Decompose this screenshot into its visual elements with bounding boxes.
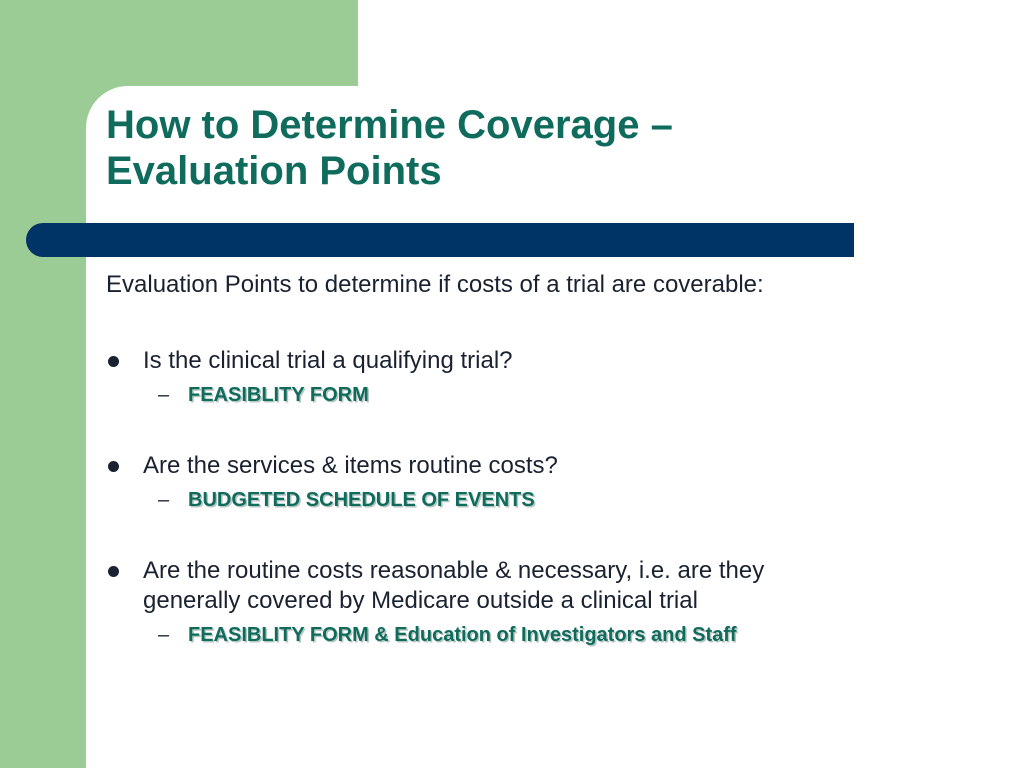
title-line-2: Evaluation Points — [106, 149, 442, 193]
dash-icon: – — [158, 384, 170, 406]
intro-text: Evaluation Points to determine if costs of a trial are coverable: — [106, 271, 764, 298]
sub-item-text: FEASIBLITY FORM & Education of Investigators and Staff — [188, 624, 737, 646]
bullet-text-line: Are the services & items routine costs? — [143, 452, 558, 479]
sub-item-text: BUDGETED SCHEDULE OF EVENTS — [188, 489, 535, 511]
dash-icon: – — [158, 624, 170, 646]
bullet-text-line: Is the clinical trial a qualifying trial? — [143, 347, 513, 374]
bullet-text-line: Are the routine costs reasonable & necessary, i.e. are they — [143, 557, 765, 584]
title-line-1: How to Determine Coverage – — [106, 103, 673, 147]
slide-title — [106, 102, 673, 194]
title-underline-bar — [26, 223, 854, 257]
bullet-dot-icon — [108, 566, 119, 577]
bullet-text — [143, 346, 1003, 376]
bullet-text — [143, 556, 1003, 616]
bullet-text — [143, 451, 1003, 481]
sub-item-text: FEASIBLITY FORM — [188, 384, 369, 406]
dash-icon: – — [158, 489, 170, 511]
bullet-text-line: generally covered by Medicare outside a clinical trial — [143, 587, 698, 614]
bullet-dot-icon — [108, 461, 119, 472]
bullet-dot-icon — [108, 356, 119, 367]
